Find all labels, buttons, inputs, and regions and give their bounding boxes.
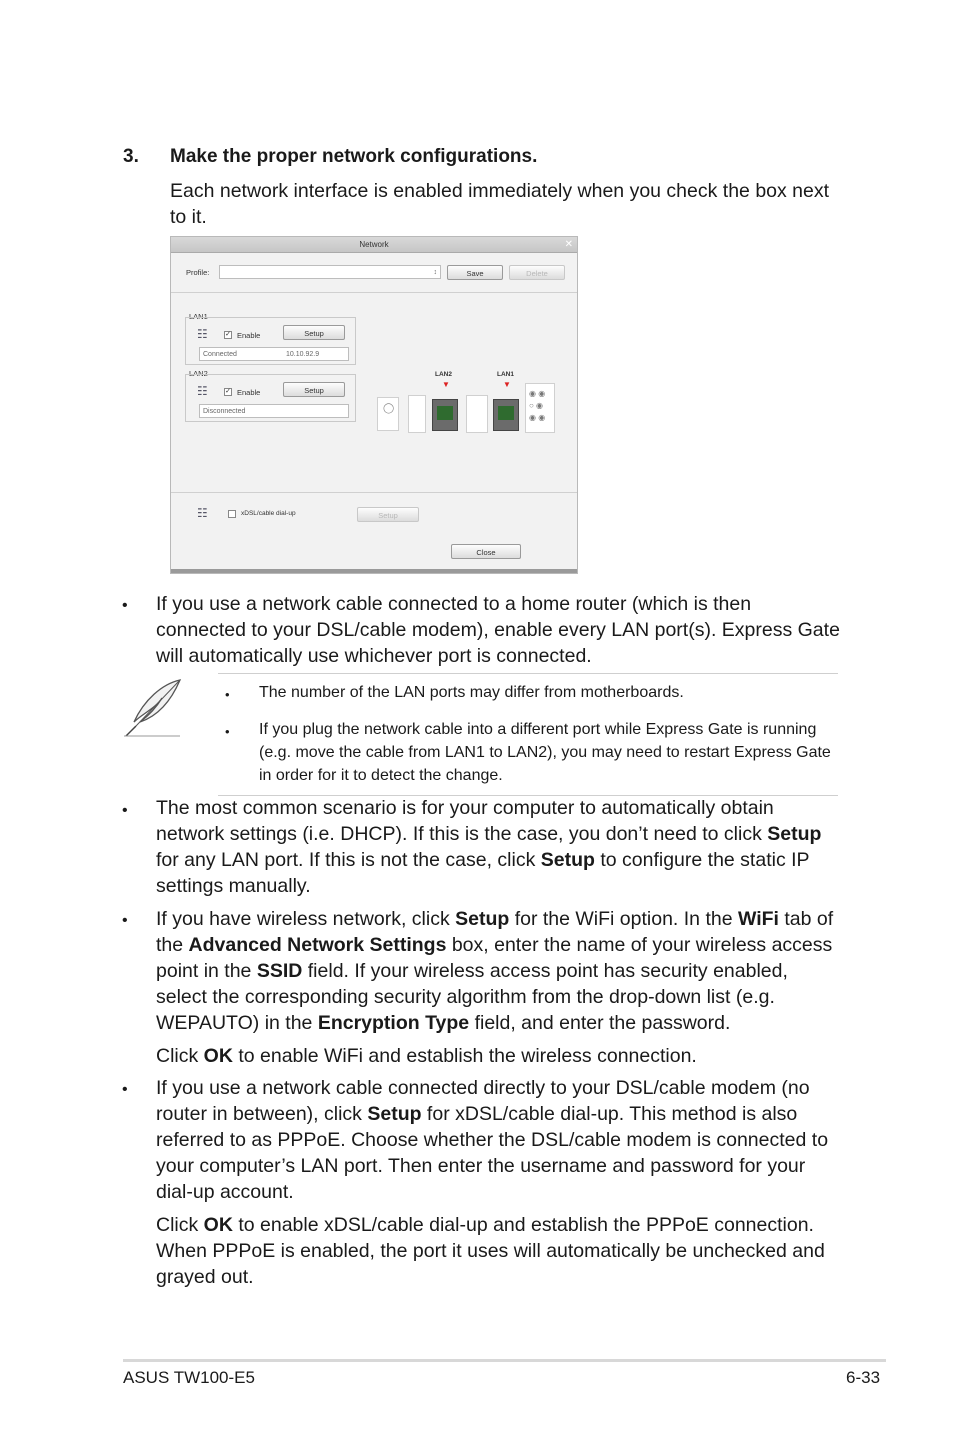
note-item-2: If you plug the network cable into a different port while Express Gate is running (e.g. move the cable from LAN1 to LAN2), you may need to restart Express Gate in order for it to detect the change. xyxy=(259,721,831,784)
xdsl-checkbox[interactable] xyxy=(228,510,236,518)
audio-ports xyxy=(525,383,555,433)
lan1-status: Connected xyxy=(203,351,237,358)
dialup-icon: ☷ xyxy=(197,506,208,520)
delete-button[interactable]: Delete xyxy=(509,265,565,280)
xdsl-setup-button[interactable]: Setup xyxy=(357,507,419,522)
network-window xyxy=(170,236,578,574)
blank-slot xyxy=(466,395,488,433)
profile-select[interactable] xyxy=(219,265,441,279)
divider xyxy=(171,492,577,493)
power-port xyxy=(377,397,399,431)
wifi-followup-text: Click OK to enable WiFi and establish the wireless connection. xyxy=(156,1045,697,1067)
lan1-label: LAN1 xyxy=(189,312,208,321)
lan2-label: LAN2 xyxy=(189,369,208,378)
blank-slot xyxy=(408,395,426,433)
bullet-marker: • xyxy=(122,1081,128,1098)
bullet-marker: • xyxy=(122,912,128,929)
bullet-dhcp-text: The most common scenario is for your computer to automatically obtain network settings (i.e. DHCP). If this is the case, you don’t need to click Setup for any LAN port. If this is not the case, click Setup to configure the static IP settings manually. xyxy=(156,797,822,897)
spinner-icon: ↕ xyxy=(433,269,437,276)
arrow-down-icon: ▼ xyxy=(503,380,511,389)
footer-product-name: ASUS TW100-E5 xyxy=(123,1368,255,1387)
bullet-wifi-text: If you have wireless network, click Setup for the WiFi option. In the WiFi tab of the Advanced Network Settings box, enter the name of your wireless access point in the SSID field. If your wireless access point has security enabled, select the corresponding security algorithm from the drop-down list (e.g. WEPAUTO) in the Encryption Type field, and enter the password. xyxy=(156,908,834,1034)
window-titlebar xyxy=(171,237,577,253)
arrow-down-icon: ▼ xyxy=(442,380,450,389)
lan2-status-field xyxy=(199,404,349,418)
divider xyxy=(171,292,577,293)
pppoe-followup-text: Click OK to enable xDSL/cable dial-up and establish the PPPoE connection. When PPPoE is enabled, the port it uses will automatically be unchecked and grayed out. xyxy=(156,1214,825,1288)
step-description: Each network interface is enabled immediately when you check the box next to it. xyxy=(170,180,830,228)
network-adapter-disconnected-icon: ☷ xyxy=(197,384,208,398)
lan2-setup-button[interactable]: Setup xyxy=(283,382,345,397)
close-icon[interactable]: ✕ xyxy=(564,239,573,250)
lan2-enable-checkbox[interactable]: ✓ xyxy=(225,388,231,395)
lan1-enable-label: Enable xyxy=(237,331,261,340)
bullet-pppoe-text: If you use a network cable connected directly to your DSL/cable modem (no router in between), click Setup for xDSL/cable dial-up. This method is also referred to as PPPoE. Choose whether the DSL/cable modem is connected to your computer’s LAN port. Then enter the username and password for your dial-up account. xyxy=(156,1077,829,1203)
footer-page-number: 6-33 xyxy=(846,1368,881,1387)
lan2-enable-label: Enable xyxy=(237,388,261,397)
lan1-enable-checkbox[interactable]: ✓ xyxy=(225,331,231,338)
port-label-lan2: LAN2 xyxy=(435,371,452,378)
lan1-port xyxy=(493,399,519,431)
window-bottom-edge xyxy=(171,569,577,573)
step-number: 3. xyxy=(123,146,139,167)
network-adapter-icon: ☷ xyxy=(197,327,208,341)
lan1-ip: 10.10.92.9 xyxy=(286,351,320,358)
note-bullet-marker: • xyxy=(225,687,230,702)
window-title: Network xyxy=(359,240,389,249)
bullet-marker: • xyxy=(122,597,128,614)
power-icon: ◯ xyxy=(383,403,395,414)
port-label-lan1: LAN1 xyxy=(497,371,514,378)
close-button[interactable]: Close xyxy=(451,544,521,559)
audio-jack-icon: ◉ ◉ ○ ◉ ◉ ◉ xyxy=(529,389,546,422)
lan2-port xyxy=(432,399,458,431)
profile-label: Profile: xyxy=(186,268,210,277)
bullet-router-text: If you use a network cable connected to a home router (which is then connected to your DSL/cable modem), enable every LAN port(s). Express Gate will automatically use whichever port is connected. xyxy=(156,593,840,667)
note-bullet-marker: • xyxy=(225,724,230,739)
note-top-divider xyxy=(218,673,838,674)
lan1-setup-button[interactable]: Setup xyxy=(283,325,345,340)
xdsl-label: xDSL/cable dial-up xyxy=(241,510,296,517)
save-button[interactable]: Save xyxy=(447,265,503,280)
note-item-1: The number of the LAN ports may differ from motherboards. xyxy=(259,684,684,701)
footer-divider xyxy=(123,1359,886,1362)
feather-pen-icon xyxy=(122,678,186,740)
lan2-status: Disconnected xyxy=(203,408,246,415)
lan1-status-field xyxy=(199,347,349,361)
bullet-marker: • xyxy=(122,802,128,819)
step-title: Make the proper network configurations. xyxy=(170,146,538,167)
